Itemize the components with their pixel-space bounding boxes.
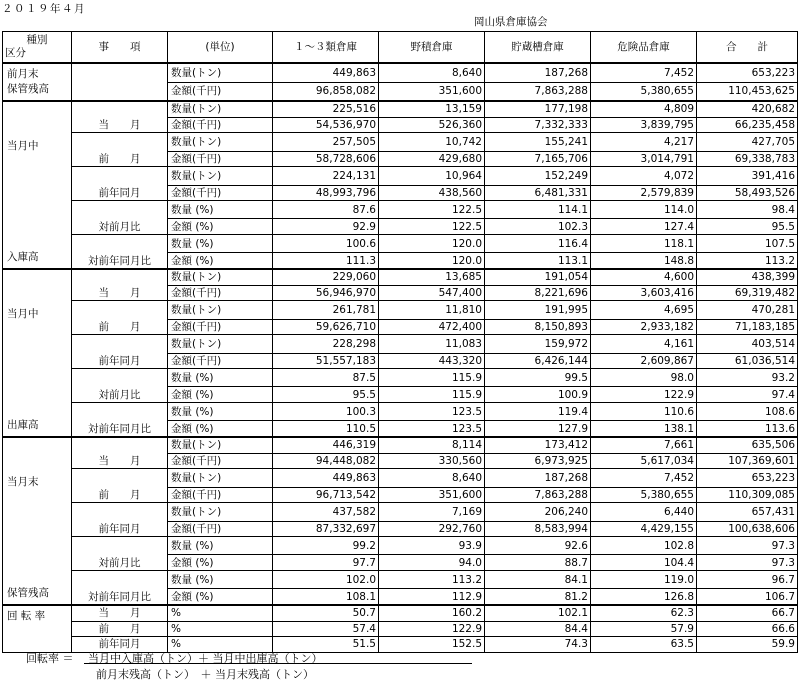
value-cell: 116.4 [485,235,591,253]
value-cell: 3,603,416 [591,285,697,301]
value-cell: 126.8 [591,589,697,605]
value-cell: 635,506 [697,437,798,453]
value-cell: 4,217 [591,133,697,151]
value-cell: 74.3 [485,637,591,653]
value-cell: 191,054 [485,269,591,285]
value-cell: 224,131 [273,167,379,185]
value-cell: 95.5 [697,219,798,235]
group-label: 前 月 [72,133,168,167]
value-cell: 10,964 [379,167,485,185]
group-label: 当 月 [72,605,168,621]
value-cell: 7,661 [591,437,697,453]
header-kind-top: 種別 [26,34,48,46]
value-cell: 437,582 [273,503,379,521]
value-cell: 58,493,526 [697,185,798,201]
group-label: 対前年同月比 [72,235,168,269]
value-cell: 84.4 [485,621,591,637]
value-cell: 97.3 [697,555,798,571]
group-label: 対前月比 [72,201,168,235]
unit-label: 数量(トン) [168,301,273,319]
value-cell: 420,682 [697,101,798,117]
value-cell: 159,972 [485,335,591,353]
value-cell: 102.1 [485,605,591,621]
section-category-line: 前月末 [7,68,39,80]
value-cell: 102.0 [273,571,379,589]
value-cell: 110,453,625 [697,82,798,101]
section-category-line: 出庫高 [7,419,39,431]
value-cell: 13,685 [379,269,485,285]
table-row [3,201,798,219]
value-cell: 4,600 [591,269,697,285]
value-cell: 13,159 [379,101,485,117]
header-kind-cell [3,32,72,64]
value-cell: 84.1 [485,571,591,589]
value-cell: 8,221,696 [485,285,591,301]
value-cell: 107,369,601 [697,453,798,469]
unit-label: 数量(トン) [168,469,273,487]
value-cell: 118.1 [591,235,697,253]
value-cell: 112.9 [379,589,485,605]
unit-label: 数量 (%) [168,369,273,387]
value-cell: 351,600 [379,487,485,503]
value-cell: 97.4 [697,387,798,403]
group-label: 前年同月 [72,503,168,537]
header-col-4: 危険品倉庫 [591,32,697,64]
unit-label: 数量(トン) [168,269,273,285]
value-cell: 7,863,288 [485,487,591,503]
value-cell: 98.0 [591,369,697,387]
value-cell: 114.1 [485,201,591,219]
value-cell: 4,809 [591,101,697,117]
value-cell: 2,579,839 [591,185,697,201]
value-cell: 449,863 [273,63,379,82]
section-category-line: 当月中 [7,140,39,152]
value-cell: 108.6 [697,403,798,421]
table-row [3,369,798,387]
unit-label: 数量 (%) [168,201,273,219]
value-cell: 87,332,697 [273,521,379,537]
value-cell: 3,014,791 [591,151,697,167]
value-cell: 4,695 [591,301,697,319]
value-cell: 11,810 [379,301,485,319]
value-cell: 93.2 [697,369,798,387]
value-cell: 100,638,606 [697,521,798,537]
header-col-2: 野積倉庫 [379,32,485,64]
value-cell: 108.1 [273,589,379,605]
value-cell: 7,332,333 [485,117,591,133]
section-category [3,437,72,605]
unit-label: 金額(千円) [168,151,273,167]
value-cell: 653,223 [697,469,798,487]
unit-label: 数量(トン) [168,503,273,521]
section-category-line: 当月中 [7,308,39,320]
value-cell: 8,150,893 [485,319,591,335]
value-cell: 526,360 [379,117,485,133]
value-cell: 152.5 [379,637,485,653]
value-cell: 155,241 [485,133,591,151]
value-cell: 261,781 [273,301,379,319]
value-cell: 113.6 [697,421,798,437]
value-cell: 653,223 [697,63,798,82]
unit-label: 金額 (%) [168,387,273,403]
value-cell: 107.5 [697,235,798,253]
value-cell: 100.3 [273,403,379,421]
value-cell: 7,165,706 [485,151,591,167]
value-cell: 6,973,925 [485,453,591,469]
value-cell: 446,319 [273,437,379,453]
value-cell: 114.0 [591,201,697,219]
group-label: 前 月 [72,621,168,637]
value-cell: 110.6 [591,403,697,421]
unit-label: 数量(トン) [168,167,273,185]
value-cell: 96,713,542 [273,487,379,503]
value-cell: 7,169 [379,503,485,521]
value-cell: 351,600 [379,82,485,101]
value-cell: 5,380,655 [591,487,697,503]
value-cell: 87.5 [273,369,379,387]
value-cell: 657,431 [697,503,798,521]
value-cell: 429,680 [379,151,485,167]
unit-label: 金額(千円) [168,521,273,537]
value-cell: 4,429,155 [591,521,697,537]
group-label: 対前月比 [72,369,168,403]
unit-label: 数量(トン) [168,101,273,117]
header-item: 事 項 [72,32,168,64]
unit-label: 金額(千円) [168,319,273,335]
value-cell: 57.4 [273,621,379,637]
table-row [3,621,798,637]
value-cell: 94.0 [379,555,485,571]
value-cell: 470,281 [697,301,798,319]
value-cell: 403,514 [697,335,798,353]
value-cell: 160.2 [379,605,485,621]
table-row [3,469,798,487]
value-cell: 191,995 [485,301,591,319]
unit-label: 数量(トン) [168,133,273,151]
value-cell: 438,399 [697,269,798,285]
formula-denominator: 前月末残高（トン） ＋ 当月末残高（トン） [96,668,314,681]
header-col-total: 合 計 [697,32,798,64]
unit-label: 金額(千円) [168,353,273,369]
unit-label: 金額(千円) [168,185,273,201]
value-cell: 120.0 [379,235,485,253]
value-cell: 148.8 [591,253,697,269]
table-row [3,133,798,151]
group-label: 当 月 [72,101,168,133]
header-unit: (単位) [168,32,273,64]
section-category-line: 回 転 率 [7,610,46,622]
header-kind-bottom: 区分 [5,47,26,59]
value-cell: 292,760 [379,521,485,537]
value-cell: 7,863,288 [485,82,591,101]
organization-name: 岡山県倉庫協会 [474,16,548,28]
table-row [3,269,798,285]
value-cell: 113.2 [697,253,798,269]
formula-numerator: 当月中入庫高（トン）＋ 当月中出庫高（トン） [88,652,323,665]
unit-label: 数量(トン) [168,335,273,353]
report-date: ２０１９年４月 [2,3,86,15]
value-cell: 59,626,710 [273,319,379,335]
table-row [3,167,798,185]
unit-label: 金額(千円) [168,285,273,301]
unit-label: 金額(千円) [168,82,273,101]
group-label: 対前年同月比 [72,571,168,605]
table-row [3,437,798,453]
group-label: 前年同月 [72,335,168,369]
value-cell: 427,705 [697,133,798,151]
value-cell: 51.5 [273,637,379,653]
value-cell: 97.7 [273,555,379,571]
value-cell: 8,114 [379,437,485,453]
value-cell: 138.1 [591,421,697,437]
value-cell: 472,400 [379,319,485,335]
unit-label: 金額(千円) [168,487,273,503]
value-cell: 6,481,331 [485,185,591,201]
value-cell: 127.9 [485,421,591,437]
unit-label: 金額 (%) [168,219,273,235]
section-category-line: 当月末 [7,476,39,488]
value-cell: 6,440 [591,503,697,521]
value-cell: 225,516 [273,101,379,117]
table-row [3,63,798,82]
group-label: 前年同月 [72,637,168,653]
header-col-1: １～３類倉庫 [273,32,379,64]
value-cell: 7,452 [591,63,697,82]
table-row [3,537,798,555]
unit-label: % [168,621,273,637]
table-row [3,301,798,319]
value-cell: 115.9 [379,369,485,387]
value-cell: 123.5 [379,403,485,421]
value-cell: 187,268 [485,469,591,487]
unit-label: 金額(千円) [168,453,273,469]
value-cell: 206,240 [485,503,591,521]
group-label: 当 月 [72,437,168,469]
value-cell: 106.7 [697,589,798,605]
value-cell: 173,412 [485,437,591,453]
value-cell: 8,640 [379,63,485,82]
value-cell: 152,249 [485,167,591,185]
value-cell: 102.3 [485,219,591,235]
value-cell: 4,072 [591,167,697,185]
value-cell: 443,320 [379,353,485,369]
group-label: 当 月 [72,269,168,301]
value-cell: 104.4 [591,555,697,571]
value-cell: 257,505 [273,133,379,151]
value-cell: 50.7 [273,605,379,621]
value-cell: 66,235,458 [697,117,798,133]
value-cell: 56,946,970 [273,285,379,301]
value-cell: 127.4 [591,219,697,235]
value-cell: 8,583,994 [485,521,591,537]
value-cell: 100.6 [273,235,379,253]
value-cell: 449,863 [273,469,379,487]
value-cell: 51,557,183 [273,353,379,369]
value-cell: 8,640 [379,469,485,487]
value-cell: 92.6 [485,537,591,555]
unit-label: 金額 (%) [168,253,273,269]
value-cell: 10,742 [379,133,485,151]
value-cell: 102.8 [591,537,697,555]
unit-label: 数量 (%) [168,537,273,555]
unit-label: 金額(千円) [168,117,273,133]
table-row [3,335,798,353]
value-cell: 391,416 [697,167,798,185]
value-cell: 115.9 [379,387,485,403]
value-cell: 5,617,034 [591,453,697,469]
group-label: 対前月比 [72,537,168,571]
unit-label: 金額 (%) [168,555,273,571]
section-category-line: 入庫高 [7,251,39,263]
table-row [3,403,798,421]
value-cell: 61,036,514 [697,353,798,369]
value-cell: 66.7 [697,605,798,621]
value-cell: 69,338,783 [697,151,798,167]
value-cell: 62.3 [591,605,697,621]
value-cell: 97.3 [697,537,798,555]
section-category [3,605,72,652]
value-cell: 122.9 [591,387,697,403]
formula-fraction-line [84,663,472,664]
value-cell: 88.7 [485,555,591,571]
group-label: 前 月 [72,301,168,335]
value-cell: 120.0 [379,253,485,269]
unit-label: 数量(トン) [168,63,273,82]
value-cell: 69,319,482 [697,285,798,301]
value-cell: 229,060 [273,269,379,285]
value-cell: 92.9 [273,219,379,235]
value-cell: 54,536,970 [273,117,379,133]
table-row [3,503,798,521]
value-cell: 2,933,182 [591,319,697,335]
value-cell: 48,993,796 [273,185,379,201]
value-cell: 63.5 [591,637,697,653]
value-cell: 123.5 [379,421,485,437]
section-category-line: 保管残高 [7,83,49,95]
value-cell: 122.9 [379,621,485,637]
value-cell: 228,298 [273,335,379,353]
value-cell: 187,268 [485,63,591,82]
value-cell: 57.9 [591,621,697,637]
table-row [3,571,798,589]
group-label: 対前年同月比 [72,403,168,437]
value-cell: 113.2 [379,571,485,589]
value-cell: 111.3 [273,253,379,269]
value-cell: 95.5 [273,387,379,403]
value-cell: 113.1 [485,253,591,269]
value-cell: 11,083 [379,335,485,353]
value-cell: 438,560 [379,185,485,201]
value-cell: 98.4 [697,201,798,219]
value-cell: 547,400 [379,285,485,301]
value-cell: 6,426,144 [485,353,591,369]
value-cell: 4,161 [591,335,697,353]
value-cell: 119.4 [485,403,591,421]
value-cell: 122.5 [379,219,485,235]
value-cell: 94,448,082 [273,453,379,469]
value-cell: 87.6 [273,201,379,219]
section-category [3,269,72,437]
value-cell: 110,309,085 [697,487,798,503]
table-row [3,235,798,253]
value-cell: 2,609,867 [591,353,697,369]
unit-label: % [168,605,273,621]
value-cell: 122.5 [379,201,485,219]
unit-label: 金額 (%) [168,589,273,605]
value-cell: 59.9 [697,637,798,653]
value-cell: 96,858,082 [273,82,379,101]
table-row [3,101,798,117]
value-cell: 96.7 [697,571,798,589]
group-label: 前 月 [72,469,168,503]
unit-label: 金額 (%) [168,421,273,437]
value-cell: 177,198 [485,101,591,117]
value-cell: 5,380,655 [591,82,697,101]
section-category-line: 保管残高 [7,587,49,599]
group-label [72,63,168,101]
unit-label: 数量 (%) [168,403,273,421]
value-cell: 330,560 [379,453,485,469]
value-cell: 110.5 [273,421,379,437]
value-cell: 119.0 [591,571,697,589]
warehouse-statistics-table [2,31,798,653]
value-cell: 71,183,185 [697,319,798,335]
section-category [3,63,72,101]
value-cell: 99.2 [273,537,379,555]
value-cell: 7,452 [591,469,697,487]
value-cell: 99.5 [485,369,591,387]
header-row [3,32,798,64]
unit-label: % [168,637,273,653]
value-cell: 100.9 [485,387,591,403]
value-cell: 3,839,795 [591,117,697,133]
unit-label: 数量(トン) [168,437,273,453]
section-category [3,101,72,269]
value-cell: 58,728,606 [273,151,379,167]
value-cell: 93.9 [379,537,485,555]
formula-lhs: 回転率 ＝ [26,652,74,665]
value-cell: 81.2 [485,589,591,605]
unit-label: 数量 (%) [168,235,273,253]
header-col-3: 貯蔵槽倉庫 [485,32,591,64]
value-cell: 66.6 [697,621,798,637]
group-label: 前年同月 [72,167,168,201]
table-row [3,605,798,621]
unit-label: 数量 (%) [168,571,273,589]
